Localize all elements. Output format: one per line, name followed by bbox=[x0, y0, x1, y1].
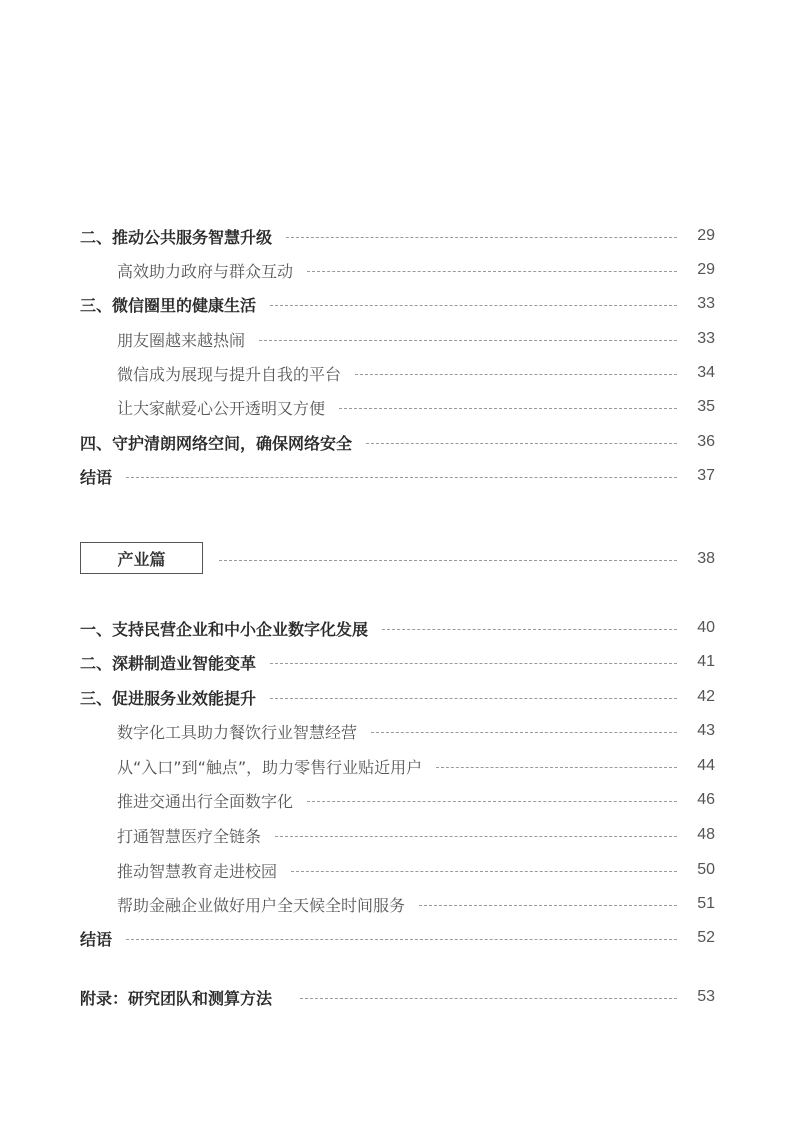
toc-entry-title: 四、守护清朗网络空间，确保网络安全 bbox=[80, 433, 353, 453]
toc-entry[interactable] bbox=[80, 291, 715, 317]
toc-entry-title: 帮助金融企业做好用户全天候全时间服务 bbox=[117, 895, 406, 915]
toc-entry[interactable] bbox=[80, 649, 715, 675]
toc-entry-page: 52 bbox=[697, 929, 715, 946]
toc-entry[interactable] bbox=[117, 326, 715, 352]
dot-leader bbox=[307, 801, 677, 802]
toc-entry-page: 48 bbox=[697, 826, 715, 843]
toc-entry-title: 高效助力政府与群众互动 bbox=[117, 261, 294, 281]
toc-entry-page: 34 bbox=[697, 364, 715, 381]
section-heading-box[interactable]: 产业篇 bbox=[80, 542, 203, 574]
toc-entry-title: 微信成为展现与提升自我的平台 bbox=[117, 364, 342, 384]
toc-entry[interactable] bbox=[80, 463, 715, 489]
toc-entry-page: 29 bbox=[697, 227, 715, 244]
dot-leader bbox=[355, 374, 677, 375]
toc-entry-title: 让大家献爱心公开透明又方便 bbox=[117, 398, 326, 418]
dot-leader bbox=[300, 998, 677, 999]
dot-leader bbox=[270, 698, 677, 699]
dot-leader bbox=[270, 305, 677, 306]
dot-leader bbox=[126, 939, 677, 940]
dot-leader bbox=[259, 340, 677, 341]
dot-leader bbox=[275, 836, 677, 837]
toc-entry-page: 53 bbox=[697, 988, 715, 1005]
toc-entry-title: 数字化工具助力餐饮行业智慧经营 bbox=[117, 722, 358, 742]
section-page: 38 bbox=[697, 550, 715, 567]
toc-entry-title: 结语 bbox=[80, 467, 113, 487]
toc-entry[interactable] bbox=[117, 822, 715, 848]
toc-entry-title: 推进交通出行全面数字化 bbox=[117, 791, 294, 811]
dot-leader bbox=[126, 477, 677, 478]
toc-entry-title: 打通智慧医疗全链条 bbox=[117, 826, 262, 846]
dot-leader bbox=[339, 408, 677, 409]
toc-entry-page: 35 bbox=[697, 398, 715, 415]
dot-leader bbox=[307, 271, 677, 272]
toc-entry-page: 46 bbox=[697, 791, 715, 808]
toc-entry[interactable] bbox=[117, 787, 715, 813]
toc-entry-page: 33 bbox=[697, 330, 715, 347]
toc-entry-appendix[interactable] bbox=[80, 984, 715, 1010]
toc-entry-page: 44 bbox=[697, 757, 715, 774]
dot-leader bbox=[219, 560, 677, 561]
toc-entry-title: 一、支持民营企业和中小企业数字化发展 bbox=[80, 619, 369, 639]
dot-leader bbox=[291, 871, 677, 872]
toc-entry[interactable] bbox=[117, 891, 715, 917]
toc-entry-page: 41 bbox=[697, 653, 715, 670]
toc-entry-title: 三、促进服务业效能提升 bbox=[80, 688, 257, 708]
toc-entry-title: 朋友圈越来越热闹 bbox=[117, 330, 246, 350]
dot-leader bbox=[382, 629, 677, 630]
toc-entry-page: 37 bbox=[697, 467, 715, 484]
toc-entry[interactable] bbox=[117, 718, 715, 744]
toc-entry[interactable] bbox=[117, 857, 715, 883]
toc-entry-title: 二、深耕制造业智能变革 bbox=[80, 653, 257, 673]
toc-entry[interactable] bbox=[117, 360, 715, 386]
toc-entry-title: 推动智慧教育走进校园 bbox=[117, 861, 278, 881]
toc-entry-page: 40 bbox=[697, 619, 715, 636]
toc-entry-page: 50 bbox=[697, 861, 715, 878]
toc-entry[interactable] bbox=[80, 684, 715, 710]
toc-entry[interactable] bbox=[117, 394, 715, 420]
section-leader-row bbox=[203, 546, 715, 572]
dot-leader bbox=[270, 663, 677, 664]
toc-entry-title: 从“入口”到“触点”，助力零售行业贴近用户 bbox=[117, 757, 423, 777]
dot-leader bbox=[366, 443, 677, 444]
dot-leader bbox=[371, 732, 677, 733]
toc-entry[interactable] bbox=[80, 429, 715, 455]
toc-entry[interactable] bbox=[117, 753, 715, 779]
toc-entry-page: 42 bbox=[697, 688, 715, 705]
dot-leader bbox=[286, 237, 677, 238]
dot-leader bbox=[419, 905, 677, 906]
toc-entry-page: 43 bbox=[697, 722, 715, 739]
dot-leader bbox=[436, 767, 677, 768]
toc-entry-page: 29 bbox=[697, 261, 715, 278]
toc-entry-title: 附录：研究团队和测算方法 bbox=[80, 988, 273, 1008]
toc-entry-page: 33 bbox=[697, 295, 715, 312]
toc-entry[interactable] bbox=[80, 223, 715, 249]
toc-entry-title: 三、微信圈里的健康生活 bbox=[80, 295, 257, 315]
toc-entry[interactable] bbox=[80, 615, 715, 641]
toc-entry[interactable] bbox=[80, 925, 715, 951]
toc-entry-page: 36 bbox=[697, 433, 715, 450]
toc-entry-page: 51 bbox=[697, 895, 715, 912]
toc-entry-title: 结语 bbox=[80, 929, 113, 949]
toc-entry[interactable] bbox=[117, 257, 715, 283]
toc-entry-title: 二、推动公共服务智慧升级 bbox=[80, 227, 273, 247]
